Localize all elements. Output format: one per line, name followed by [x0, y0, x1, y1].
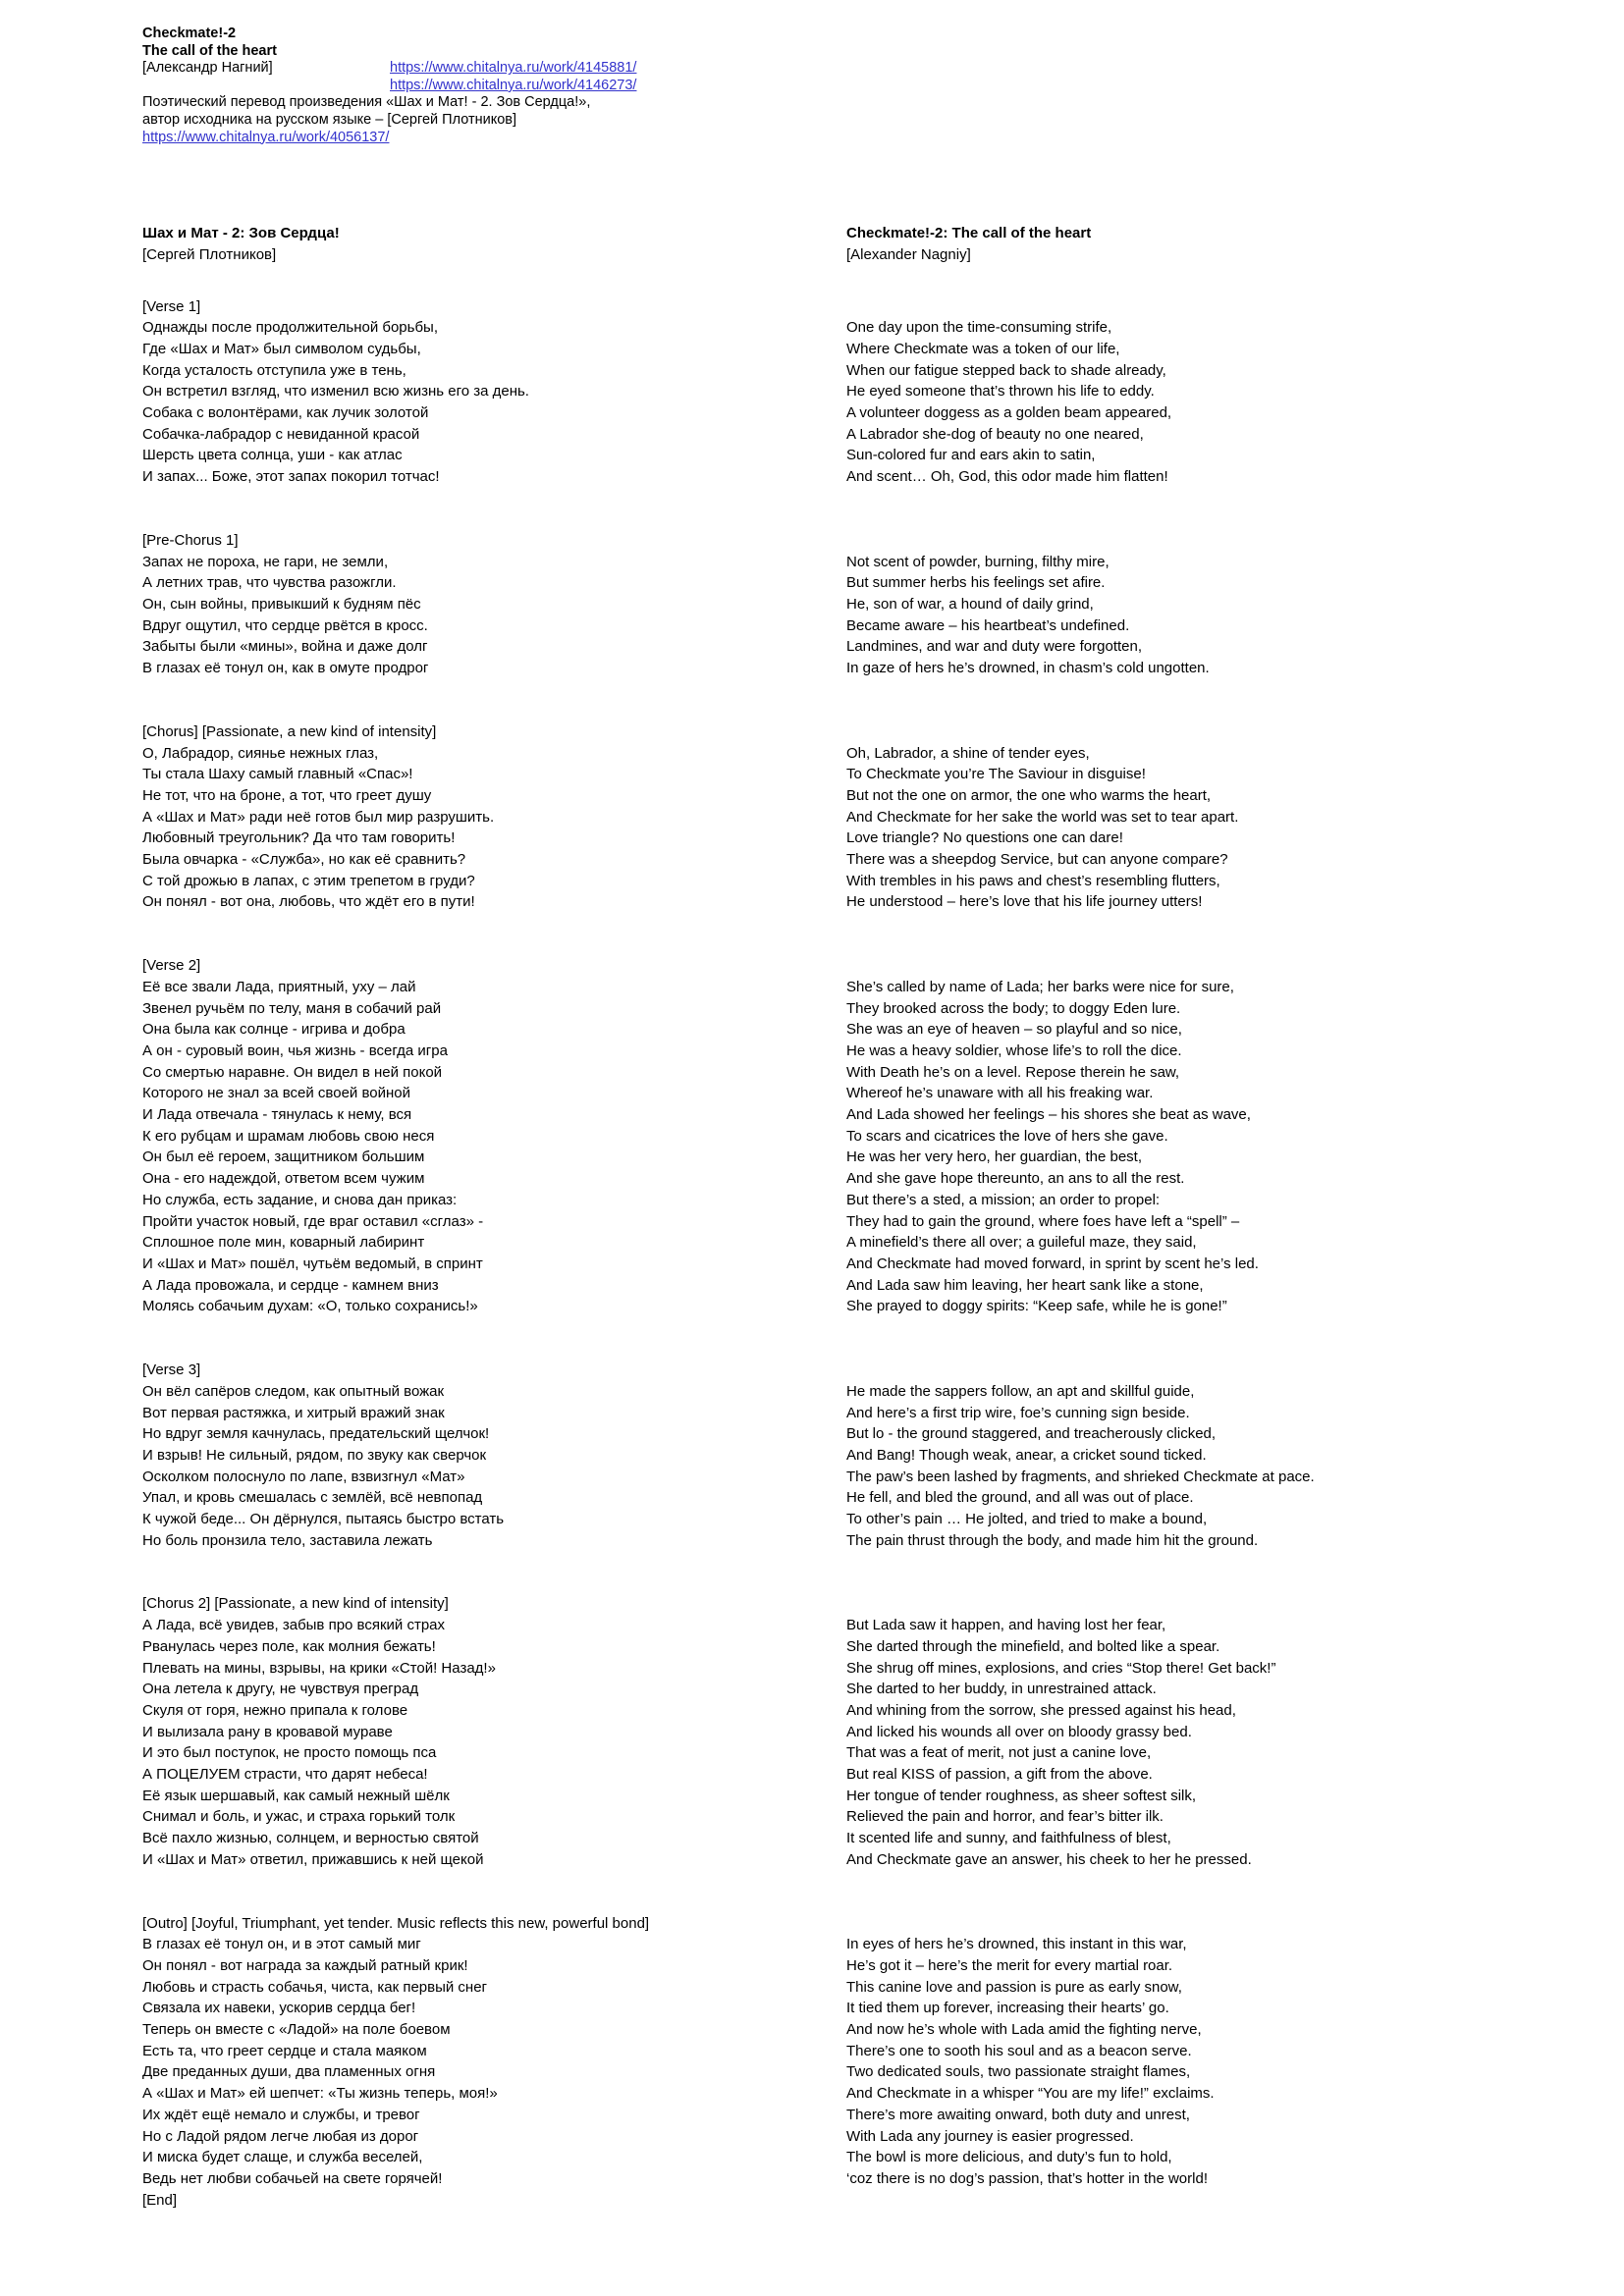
lyrics-sections: [142, 296, 1595, 2212]
lyric-line-ru: Осколком полоснуло по лапе, взвизгнул «Мат»: [142, 1468, 465, 1485]
link-line-3: [142, 130, 1595, 147]
lyric-row: [142, 955, 1595, 977]
lyric-row: [142, 1849, 1595, 1871]
lyric-row: [142, 1722, 1595, 1743]
lyric-line-en: Landmines, and war and duty were forgotten,: [846, 638, 1143, 656]
lyric-line-en: He was her very hero, her guardian, the best,: [846, 1148, 1142, 1166]
lyric-line-ru: А летних трав, что чувства разожгли.: [142, 574, 397, 592]
lyric-line-en: And here’s a first trip wire, foe’s cunning sign beside.: [846, 1404, 1190, 1421]
lyric-line-en: They had to gain the ground, where foes have left a “spell” –: [846, 1212, 1240, 1230]
lyric-line-en: The paw’s been lashed by fragments, and shrieked Checkmate at pace.: [846, 1468, 1315, 1485]
lyric-line-en: Oh, Labrador, a shine of tender eyes,: [846, 744, 1090, 762]
lyric-line-en: To other’s pain … He jolted, and tried to make a bound,: [846, 1511, 1208, 1528]
lyric-line-en: The bowl is more delicious, and duty’s fun to hold,: [846, 2149, 1172, 2166]
lyric-line-en: She darted to her buddy, in unrestrained attack.: [846, 1681, 1157, 1698]
lyric-line-ru: Когда усталость отступила уже в тень,: [142, 361, 406, 379]
lyric-row: [142, 1615, 1595, 1636]
lyric-line-en: In eyes of hers he’s drowned, this instant in this war,: [846, 1936, 1187, 1953]
lyric-line-ru: Скуля от горя, нежно припала к голове: [142, 1701, 408, 1719]
russian-author: [Сергей Плотников]: [142, 245, 277, 263]
lyric-line-ru: Он понял - вот награда за каждый ратный крик!: [142, 1956, 468, 1974]
section-label: [Verse 1]: [142, 297, 201, 315]
lyric-line-en: She was an eye of heaven – so playful and so nice,: [846, 1021, 1182, 1039]
lyric-line-en: And Bang! Though weak, anear, a cricket sound ticked.: [846, 1446, 1207, 1464]
lyric-row: [142, 1254, 1595, 1275]
lyric-line-en: A Labrador she-dog of beauty no one neared,: [846, 425, 1144, 443]
lyric-row: [142, 1381, 1595, 1403]
lyric-row: [142, 594, 1595, 615]
lyric-line-en: And whining from the sorrow, she pressed against his head,: [846, 1701, 1236, 1719]
lyric-line-ru: Ведь нет любви собачьей на свете горячей!: [142, 2170, 443, 2187]
lyric-line-en: But Lada saw it happen, and having lost her fear,: [846, 1617, 1166, 1634]
lyric-line-ru: Он, сын войны, привыкший к будням пёс: [142, 596, 421, 613]
lyric-row: [142, 849, 1595, 871]
lyric-row: [142, 1806, 1595, 1828]
document-header: [142, 26, 1595, 146]
lyric-line-ru: Он был её героем, защитником большим: [142, 1148, 425, 1166]
lyric-line-ru: Она летела к другу, не чувствуя преград: [142, 1681, 419, 1698]
lyric-row: [142, 360, 1595, 382]
lyric-line-en: She prayed to doggy spirits: “Keep safe, while he is gone!”: [846, 1298, 1227, 1315]
lyric-line-en: And licked his wounds all over on bloody grassy bed.: [846, 1723, 1192, 1740]
lyric-row: [142, 1423, 1595, 1445]
lyric-line-en: A minefield’s there all over; a guileful maze, they said,: [846, 1234, 1197, 1252]
lyric-line-en: [846, 2190, 1595, 2212]
lyric-line-ru: [End]: [142, 2191, 178, 2209]
lyric-row: [142, 1403, 1595, 1424]
lyric-line-ru: А он - суровый воин, чья жизнь - всегда игра: [142, 1041, 448, 1059]
lyric-line-ru: И миска будет слаще, и служба веселей,: [142, 2149, 423, 2166]
lyric-line-ru: Она была как солнце - игрива и добра: [142, 1021, 406, 1039]
lyric-line-en: One day upon the time-consuming strife,: [846, 319, 1112, 337]
lyric-row: [142, 1636, 1595, 1658]
lyric-row: [142, 1083, 1595, 1104]
lyric-line-en: With Lada any journey is easier progressed.: [846, 2127, 1134, 2145]
lyric-line-en: Love triangle? No questions one can dare!: [846, 829, 1123, 847]
translator-name: [Александр Нагний]: [142, 60, 273, 77]
lyric-row: [142, 1828, 1595, 1849]
section-chorus-2: [142, 1593, 1595, 1870]
lyric-row: [142, 764, 1595, 785]
section-label-spacer: [846, 1360, 1595, 1381]
lyric-line-ru: Две преданных души, два пламенных огня: [142, 2063, 436, 2081]
lyric-line-ru: Которого не знал за всей своей войной: [142, 1085, 410, 1102]
lyric-line-ru: Ты стала Шаху самый главный «Спас»!: [142, 766, 413, 783]
lyric-row: [142, 1934, 1595, 1955]
lyric-line-en: A volunteer doggess as a golden beam appeared,: [846, 404, 1172, 422]
lyric-row: [142, 2019, 1595, 2041]
lyric-line-ru: А «Шах и Мат» ей шепчет: «Ты жизнь теперь, моя!»: [142, 2085, 498, 2103]
lyric-line-en: And Lada showed her feelings – his shores she beat as wave,: [846, 1106, 1251, 1124]
lyric-line-en: And Lada saw him leaving, her heart sank like a stone,: [846, 1276, 1204, 1294]
doc-title-line1: Checkmate!-2: [142, 26, 237, 41]
lyric-line-ru: Она - его надеждой, ответом всем чужим: [142, 1170, 425, 1188]
lyric-row: [142, 1998, 1595, 2019]
lyric-line-ru: К его рубцам и шрамам любовь свою неся: [142, 1127, 435, 1145]
section-outro: [142, 1913, 1595, 2212]
lyric-line-en: Her tongue of tender roughness, as sheer softest silk,: [846, 1787, 1197, 1804]
lyric-line-en: The pain thrust through the body, and made him hit the ground.: [846, 1531, 1259, 1549]
section-label: [Verse 2]: [142, 957, 201, 975]
lyric-row: [142, 2147, 1595, 2168]
lyric-row: [142, 2168, 1595, 2190]
lyric-line-en: There’s more awaiting onward, both duty and unrest,: [846, 2106, 1190, 2123]
lyric-line-ru: Забыты были «мины», война и даже долг: [142, 638, 428, 656]
lyric-row: [142, 1445, 1595, 1467]
lyric-line-ru: Снимал и боль, и ужас, и страха горький толк: [142, 1808, 456, 1826]
lyric-line-en: Whereof he’s unaware with all his freaking war.: [846, 1085, 1154, 1102]
section-label: [Pre-Chorus 1]: [142, 531, 239, 549]
lyric-line-ru: Но вдруг земля качнулась, предательский щелчок!: [142, 1425, 490, 1443]
lyric-line-ru: Не тот, что на броне, а тот, что греет душу: [142, 786, 432, 804]
lyric-line-en: She shrug off mines, explosions, and cries “Stop there! Get back!”: [846, 1659, 1276, 1677]
lyric-row: [142, 1530, 1595, 1552]
lyric-line-en: And Checkmate in a whisper “You are my life!” exclaims.: [846, 2085, 1215, 2103]
lyric-line-en: But there’s a sted, a mission; an order to propel:: [846, 1191, 1161, 1208]
lyric-line-en: He fell, and bled the ground, and all was out of place.: [846, 1489, 1194, 1507]
lyric-row: [142, 871, 1595, 892]
lyric-line-en: And Checkmate for her sake the world was set to tear apart.: [846, 808, 1239, 826]
lyric-line-ru: Вдруг ощутил, что сердце рвётся в кросс.: [142, 616, 428, 634]
lyric-row: [142, 1211, 1595, 1233]
lyric-line-ru: Запах не пороха, не гари, не земли,: [142, 553, 389, 570]
section-verse-3: [142, 1360, 1595, 1551]
doc-title-line2: The call of the heart: [142, 42, 277, 59]
english-title: Checkmate!-2: The call of the heart: [846, 225, 1092, 242]
lyric-line-ru: Любовь и страсть собачья, чиста, как первый снег: [142, 1978, 488, 1996]
lyric-line-ru: Её язык шершавый, как самый нежный шёлк: [142, 1787, 450, 1804]
lyric-row: [142, 891, 1595, 913]
lyric-row: [142, 402, 1595, 424]
lyric-line-en: He understood – here’s love that his life journey utters!: [846, 893, 1203, 911]
russian-title: Шах и Мат - 2: Зов Сердца!: [142, 225, 340, 242]
lyric-row: [142, 998, 1595, 1020]
lyric-line-ru: И Лада отвечала - тянулась к нему, вся: [142, 1106, 412, 1124]
lyric-line-ru: Собачка-лабрадор с невиданной красой: [142, 425, 420, 443]
section-label-spacer: [846, 955, 1595, 977]
lyric-row: [142, 658, 1595, 679]
lyric-line-en: ‘coz there is no dog’s passion, that’s hotter in the world!: [846, 2170, 1208, 2187]
lyric-line-en: But lo - the ground staggered, and treacherously clicked,: [846, 1425, 1217, 1443]
lyric-row: [142, 828, 1595, 849]
lyric-row: [142, 1190, 1595, 1211]
lyric-line-ru: Любовный треугольник? Да что там говорить!: [142, 829, 456, 847]
lyric-line-ru: Связала их навеки, ускорив сердца бег!: [142, 2000, 416, 2017]
section-label-spacer: [846, 1913, 1595, 1935]
lyric-line-ru: Но служба, есть задание, и снова дан приказ:: [142, 1191, 458, 1208]
lyric-line-en: To Checkmate you’re The Saviour in disguise!: [846, 766, 1146, 783]
work-link-2[interactable]: https://www.chitalnya.ru/work/4146273/: [390, 77, 637, 93]
lyric-line-en: With trembles in his paws and chest’s resembling flutters,: [846, 872, 1220, 889]
lyric-row: [142, 1913, 1595, 1935]
lyric-line-ru: Где «Шах и Мат» был символом судьбы,: [142, 340, 421, 357]
lyric-row: [142, 1275, 1595, 1297]
lyric-line-en: Where Checkmate was a token of our life,: [846, 340, 1120, 357]
work-link-1[interactable]: https://www.chitalnya.ru/work/4145881/: [390, 60, 637, 77]
lyric-line-ru: Есть та, что греет сердце и стала маяком: [142, 2042, 427, 2059]
lyric-line-ru: Но боль пронзила тело, заставила лежать: [142, 1531, 433, 1549]
lyric-line-en: And Checkmate had moved forward, in sprint by scent he’s led.: [846, 1255, 1259, 1272]
lyric-line-ru: И «Шах и Мат» ответил, прижавшись к ней щекой: [142, 1850, 484, 1868]
section-chorus: [142, 721, 1595, 913]
lyric-row: [142, 1955, 1595, 1977]
lyric-row: [142, 1467, 1595, 1488]
lyric-line-ru: Пройти участок новый, где враг оставил «сглаз» -: [142, 1212, 484, 1230]
lyric-row: [142, 721, 1595, 743]
lyric-line-ru: Рванулась через поле, как молния бежать!: [142, 1637, 436, 1655]
lyric-line-ru: Со смертью наравне. Он видел в ней покой: [142, 1063, 443, 1081]
lyric-row: [142, 339, 1595, 360]
section-label: [Chorus] [Passionate, a new kind of intensity]: [142, 722, 437, 740]
lyric-line-en: He’s got it – here’s the merit for every martial roar.: [846, 1956, 1173, 1974]
lyric-line-ru: Всё пахло жизнью, солнцем, и верностью святой: [142, 1830, 479, 1847]
lyric-row: [142, 1658, 1595, 1680]
lyric-line-en: He eyed someone that’s thrown his life to eddy.: [846, 383, 1155, 400]
section-label-spacer: [846, 721, 1595, 743]
lyric-row: [142, 1786, 1595, 1807]
lyric-line-en: When our fatigue stepped back to shade already,: [846, 361, 1166, 379]
lyric-line-ru: Вот первая растяжка, и хитрый вражий знак: [142, 1404, 445, 1421]
lyric-line-en: Became aware – his heartbeat’s undefined.: [846, 616, 1130, 634]
lyric-line-ru: И вылизала рану в кровавой мураве: [142, 1723, 393, 1740]
lyric-line-en: And Checkmate gave an answer, his cheek to her he pressed.: [846, 1850, 1252, 1868]
lyric-line-en: It scented life and sunny, and faithfulness of blest,: [846, 1830, 1171, 1847]
lyric-line-ru: Теперь он вместе с «Ладой» на поле боевом: [142, 2021, 451, 2039]
lyric-line-ru: Собака с волонтёрами, как лучик золотой: [142, 404, 429, 422]
lyric-line-ru: И запах... Боже, этот запах покорил тотчас!: [142, 468, 440, 486]
lyric-line-en: He was a heavy soldier, whose life’s to roll the dice.: [846, 1041, 1182, 1059]
lyric-line-en: There’s one to sooth his soul and as a beacon serve.: [846, 2042, 1192, 2059]
lyric-line-ru: Он понял - вот она, любовь, что ждёт его в пути!: [142, 893, 475, 911]
section-pre-chorus-1: [142, 530, 1595, 679]
lyric-line-ru: Шерсть цвета солнца, уши - как атлас: [142, 447, 403, 464]
lyric-line-ru: А Лада, всё увидев, забыв про всякий страх: [142, 1617, 446, 1634]
lyric-line-en: Two dedicated souls, two passionate straight flames,: [846, 2063, 1191, 2081]
lyric-line-en: And scent… Oh, God, this odor made him flatten!: [846, 468, 1168, 486]
lyric-line-ru: Он встретил взгляд, что изменил всю жизнь его за день.: [142, 383, 529, 400]
lyric-line-ru: Их ждёт ещё немало и службы, и тревог: [142, 2106, 420, 2123]
lyric-line-ru: Упал, и кровь смешалась с землёй, всё невпопад: [142, 1489, 483, 1507]
lyric-row: [142, 552, 1595, 573]
lyric-line-en: She’s called by name of Lada; her barks were nice for sure,: [846, 978, 1234, 995]
lyric-row: [142, 530, 1595, 552]
lyric-row: [142, 572, 1595, 594]
lyric-line-ru: Однажды после продолжительной борьбы,: [142, 319, 439, 337]
lyric-line-en: There was a sheepdog Service, but can anyone compare?: [846, 851, 1228, 869]
section-verse-1: [142, 296, 1595, 488]
lyric-line-ru: Плевать на мины, взрывы, на крики «Стой! Назад!»: [142, 1659, 496, 1677]
titles-row: [142, 223, 1595, 244]
translator-line: [142, 60, 1595, 78]
section-label: [Outro] [Joyful, Triumphant, yet tender. Music reflects this new, powerful bond]: [142, 1914, 650, 1932]
lyric-line-en: To scars and cicatrices the love of hers she gave.: [846, 1127, 1168, 1145]
lyric-row: [142, 424, 1595, 446]
lyric-row: [142, 1700, 1595, 1722]
lyric-row: [142, 1977, 1595, 1999]
lyric-row: [142, 296, 1595, 318]
lyric-row: [142, 1764, 1595, 1786]
lyric-row: [142, 1679, 1595, 1700]
lyric-line-ru: О, Лабрадор, сиянье нежных глаз,: [142, 744, 379, 762]
lyric-row: [142, 1104, 1595, 1126]
lyric-line-ru: Её все звали Лада, приятный, уху – лай: [142, 978, 416, 995]
lyric-line-ru: Звенел ручьём по телу, маня в собачий рай: [142, 999, 442, 1017]
lyric-line-en: But real KISS of passion, a gift from the above.: [846, 1766, 1153, 1784]
lyric-line-en: They brooked across the body; to doggy Eden lure.: [846, 999, 1181, 1017]
lyric-line-en: But not the one on armor, the one who warms the heart,: [846, 786, 1212, 804]
lyric-row: [142, 2126, 1595, 2148]
english-author: [Alexander Nagniy]: [846, 245, 971, 263]
lyric-line-en: He made the sappers follow, an apt and skillful guide,: [846, 1382, 1195, 1400]
lyric-line-en: Sun-colored fur and ears akin to satin,: [846, 447, 1096, 464]
lyric-line-en: Relieved the pain and horror, and fear’s bitter ilk.: [846, 1808, 1164, 1826]
lyric-line-ru: И «Шах и Мат» пошёл, чутьём ведомый, в спринт: [142, 1255, 483, 1272]
lyric-line-ru: А ПОЦЕЛУЕМ страсти, что дарят небеса!: [142, 1766, 428, 1784]
lyric-row: [142, 317, 1595, 339]
lyric-row: [142, 1360, 1595, 1381]
lyric-line-en: He, son of war, a hound of daily grind,: [846, 596, 1094, 613]
lyric-line-en: With Death he’s on a level. Repose therein he saw,: [846, 1063, 1180, 1081]
description-line-1: Поэтический перевод произведения «Шах и Мат! - 2. Зов Сердца!»,: [142, 94, 591, 111]
lyric-row: [142, 1041, 1595, 1062]
lyric-row: [142, 1126, 1595, 1148]
section-label-spacer: [846, 530, 1595, 552]
lyric-row: [142, 1296, 1595, 1317]
lyric-line-en: And she gave hope thereunto, an ans to all the rest.: [846, 1170, 1185, 1188]
column-titles: [142, 223, 1595, 265]
lyric-line-ru: К чужой беде... Он дёрнулся, пытаясь быстро встать: [142, 1511, 505, 1528]
lyric-row: [142, 1019, 1595, 1041]
description-line-2: автор исходника на русском языке – [Сергей Плотников]: [142, 111, 516, 128]
lyric-row: [142, 1509, 1595, 1530]
lyric-line-en: But summer herbs his feelings set afire.: [846, 574, 1106, 592]
lyric-line-ru: Молясь собачьим духам: «О, только сохранись!»: [142, 1298, 478, 1315]
lyric-line-ru: В глазах её тонул он, и в этот самый миг: [142, 1936, 421, 1953]
lyric-line-ru: И это был поступок, не просто помощь пса: [142, 1744, 437, 1762]
lyric-line-ru: А Лада провожала, и сердце - камнем вниз: [142, 1276, 439, 1294]
section-label: [Verse 3]: [142, 1362, 201, 1379]
lyric-row: [142, 743, 1595, 765]
lyric-row: [142, 1168, 1595, 1190]
lyric-line-ru: Была овчарка - «Служба», но как её сравнить?: [142, 851, 466, 869]
lyric-line-en: And now he’s whole with Lada amid the fighting nerve,: [846, 2021, 1202, 2039]
lyric-line-ru: А «Шах и Мат» ради неё готов был мир разрушить.: [142, 808, 495, 826]
link-line-2: [142, 78, 1595, 95]
lyric-row: [142, 2083, 1595, 2105]
lyric-line-en: This canine love and passion is pure as early snow,: [846, 1978, 1182, 1996]
lyric-line-ru: С той дрожью в лапах, с этим трепетом в груди?: [142, 872, 475, 889]
section-label: [Chorus 2] [Passionate, a new kind of intensity]: [142, 1595, 449, 1613]
lyric-row: [142, 381, 1595, 402]
lyric-line-ru: В глазах её тонул он, как в омуте продрог: [142, 660, 429, 677]
lyric-row: [142, 1062, 1595, 1084]
section-label-spacer: [846, 1593, 1595, 1615]
section-verse-2: [142, 955, 1595, 1317]
lyric-row: [142, 2105, 1595, 2126]
lyric-row: [142, 1232, 1595, 1254]
lyric-row: [142, 1593, 1595, 1615]
lyric-row: [142, 977, 1595, 998]
work-link-3[interactable]: https://www.chitalnya.ru/work/4056137/: [142, 129, 390, 145]
lyric-row: [142, 1742, 1595, 1764]
section-label-spacer: [846, 296, 1595, 318]
lyric-row: [142, 807, 1595, 828]
lyric-row: [142, 2190, 1595, 2212]
lyric-line-en: Not scent of powder, burning, filthy mire,: [846, 553, 1110, 570]
lyric-row: [142, 615, 1595, 637]
lyric-row: [142, 2061, 1595, 2083]
authors-row: [142, 244, 1595, 266]
lyric-line-en: She darted through the minefield, and bolted like a spear.: [846, 1637, 1220, 1655]
lyric-line-ru: И взрыв! Не сильный, рядом, по звуку как сверчок: [142, 1446, 487, 1464]
lyric-row: [142, 466, 1595, 488]
lyric-row: [142, 1487, 1595, 1509]
lyric-row: [142, 1147, 1595, 1168]
lyric-row: [142, 445, 1595, 466]
lyric-row: [142, 785, 1595, 807]
lyric-line-en: It tied them up forever, increasing their hearts’ go.: [846, 2000, 1169, 2017]
lyric-line-ru: Но с Ладой рядом легче любая из дорог: [142, 2127, 419, 2145]
lyric-row: [142, 2041, 1595, 2062]
lyric-line-en: In gaze of hers he’s drowned, in chasm’s cold ungotten.: [846, 660, 1210, 677]
lyric-row: [142, 636, 1595, 658]
lyric-line-en: That was a feat of merit, not just a canine love,: [846, 1744, 1152, 1762]
lyric-line-ru: Он вёл сапёров следом, как опытный вожак: [142, 1382, 445, 1400]
lyric-line-ru: Сплошное поле мин, коварный лабиринт: [142, 1234, 425, 1252]
